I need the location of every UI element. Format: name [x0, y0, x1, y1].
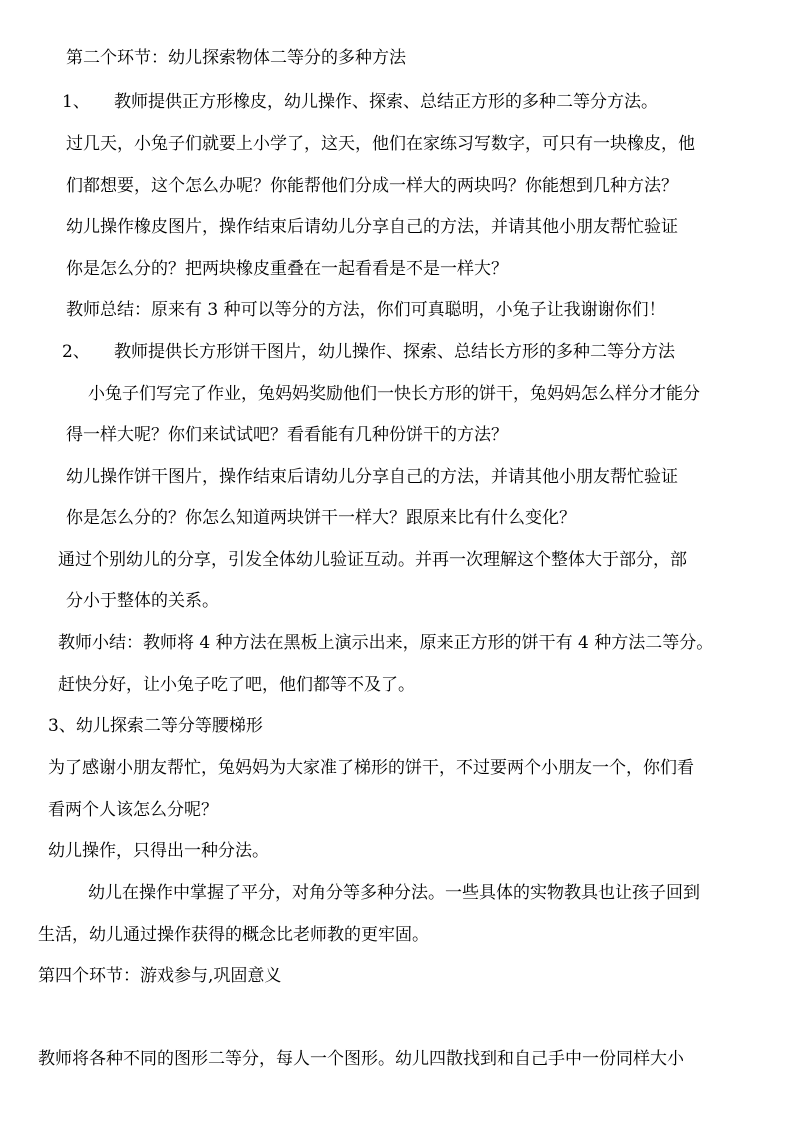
list-item-1 [62, 91, 658, 113]
paragraph-line: 看两个人该怎么分呢？ [48, 800, 218, 820]
paragraph-line: 小兔子们写完了作业，兔妈妈奖励他们一快长方形的饼干，兔妈妈怎么样分才能分 [88, 384, 700, 404]
list-item-text: 教师提供长方形饼干图片，幼儿操作、探索、总结长方形的多种二等分方法 [114, 342, 675, 362]
paragraph-line: 你是怎么分的？你怎么知道两块饼干一样大？跟原来比有什么变化？ [66, 508, 576, 528]
paragraph-line: 幼儿操作橡皮图片，操作结束后请幼儿分享自己的方法，并请其他小朋友帮忙验证 [66, 217, 678, 237]
section-heading-2: 第二个环节：幼儿探索物体二等分的多种方法 [66, 48, 406, 68]
paragraph-line: 得一样大呢？你们来试试吧？看看能有几种份饼干的方法？ [66, 425, 508, 445]
paragraph-line: 生活，幼儿通过操作获得的概念比老师教的更牢固。 [38, 925, 429, 945]
paragraph-line: 为了感谢小朋友帮忙，兔妈妈为大家准了梯形的饼干，不过要两个小朋友一个，你们看 [48, 758, 694, 778]
paragraph-line: 分小于整体的关系。 [66, 591, 219, 611]
paragraph-line: 你是怎么分的？把两块橡皮重叠在一起看看是不是一样大？ [66, 259, 508, 279]
list-item-2 [62, 341, 675, 363]
paragraph-line: 教师总结：原来有 3 种可以等分的方法，你们可真聪明，小兔子让我谢谢你们！ [66, 300, 666, 320]
paragraph-line: 教师将各种不同的图形二等分，每人一个图形。幼儿四散找到和自己手中一份同样大小 [38, 1049, 684, 1069]
list-number: 2、 [62, 342, 90, 362]
section-heading-4: 第四个环节：游戏参与,巩固意义 [38, 966, 282, 986]
paragraph-line: 幼儿操作饼干图片，操作结束后请幼儿分享自己的方法，并请其他小朋友帮忙验证 [66, 467, 678, 487]
list-item-text: 教师提供正方形橡皮，幼儿操作、探索、总结正方形的多种二等分方法。 [114, 92, 658, 112]
paragraph-line: 教师小结：教师将 4 种方法在黑板上演示出来，原来正方形的饼干有 4 种方法二等分。 [58, 633, 714, 653]
paragraph-line: 赶快分好，让小兔子吃了吧，他们都等不及了。 [58, 675, 415, 695]
paragraph-line: 幼儿操作，只得出一种分法。 [48, 841, 269, 861]
paragraph-line: 幼儿在操作中掌握了平分，对角分等多种分法。一些具体的实物教具也让孩子回到 [88, 883, 700, 903]
list-number: 1、 [62, 92, 90, 112]
section-heading-3: 3、幼儿探索二等分等腰梯形 [48, 716, 263, 736]
paragraph-line: 过几天，小兔子们就要上小学了，这天，他们在家练习写数字，可只有一块橡皮，他 [66, 134, 695, 154]
paragraph-line: 通过个别幼儿的分享，引发全体幼儿验证互动。并再一次理解这个整体大于部分，部 [58, 550, 687, 570]
paragraph-line: 们都想要，这个怎么办呢？你能帮他们分成一样大的两块吗？你能想到几种方法？ [66, 176, 678, 196]
